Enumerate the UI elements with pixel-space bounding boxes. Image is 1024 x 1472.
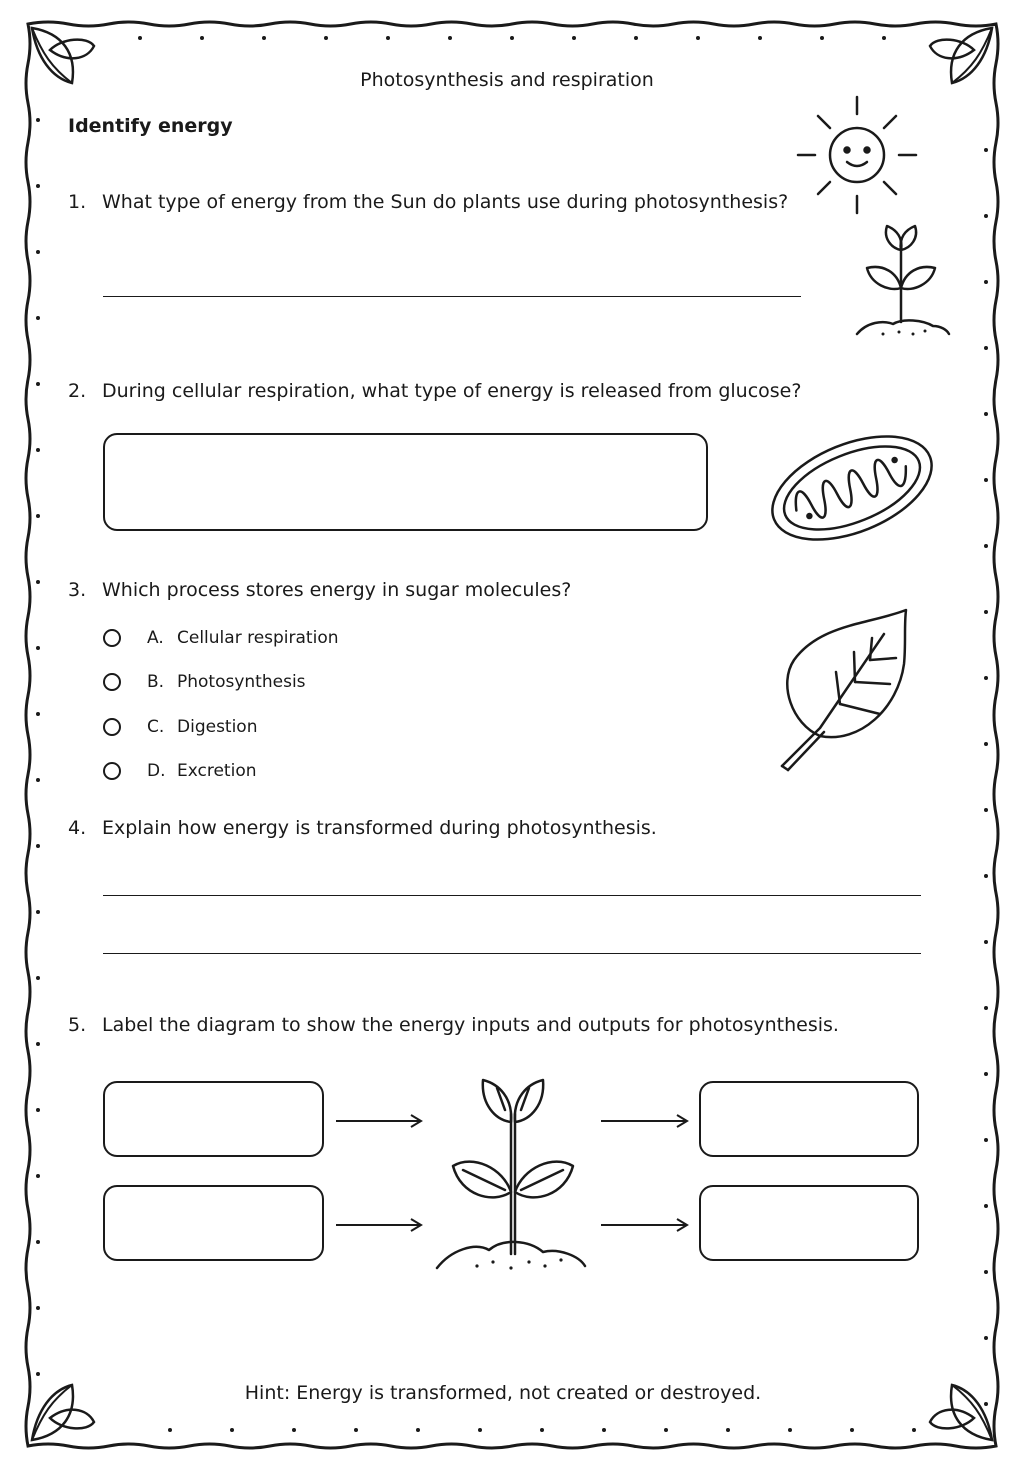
option-text: Cellular respiration	[177, 628, 339, 648]
question-number: 2.	[68, 380, 87, 402]
option-letter: B.	[147, 672, 165, 692]
plant-diagram-icon	[433, 1074, 593, 1274]
arrow-icon	[336, 1115, 421, 1127]
mitochondrion-icon	[762, 418, 942, 558]
question-number: 1.	[68, 191, 87, 213]
leaf-icon	[780, 604, 920, 774]
arrow-icon	[601, 1219, 687, 1231]
question-text: Label the diagram to show the energy inputs and outputs for photosynthesis.	[102, 1014, 839, 1036]
option-text: Photosynthesis	[177, 672, 306, 692]
option-text: Digestion	[177, 717, 258, 737]
question-text: What type of energy from the Sun do plants use during photosynthesis?	[102, 191, 789, 213]
sun-icon	[792, 92, 922, 222]
arrow-icon	[601, 1115, 687, 1127]
question-number: 4.	[68, 817, 87, 839]
arrow-icon	[336, 1219, 421, 1231]
question-text: During cellular respiration, what type of energy is released from glucose?	[102, 380, 802, 402]
section-heading: Identify energy	[68, 115, 233, 137]
question-number: 3.	[68, 579, 87, 601]
question-number: 5.	[68, 1014, 87, 1036]
option-letter: A.	[147, 628, 164, 648]
option-letter: C.	[147, 717, 165, 737]
option-letter: D.	[147, 761, 166, 781]
question-text: Which process stores energy in sugar molecules?	[102, 579, 572, 601]
hint-text: Hint: Energy is transformed, not created or destroyed.	[244, 1382, 762, 1404]
page-title: Photosynthesis and respiration	[360, 69, 654, 91]
question-text: Explain how energy is transformed during photosynthesis.	[102, 817, 657, 839]
option-text: Excretion	[177, 761, 257, 781]
seedling-icon	[853, 222, 953, 342]
